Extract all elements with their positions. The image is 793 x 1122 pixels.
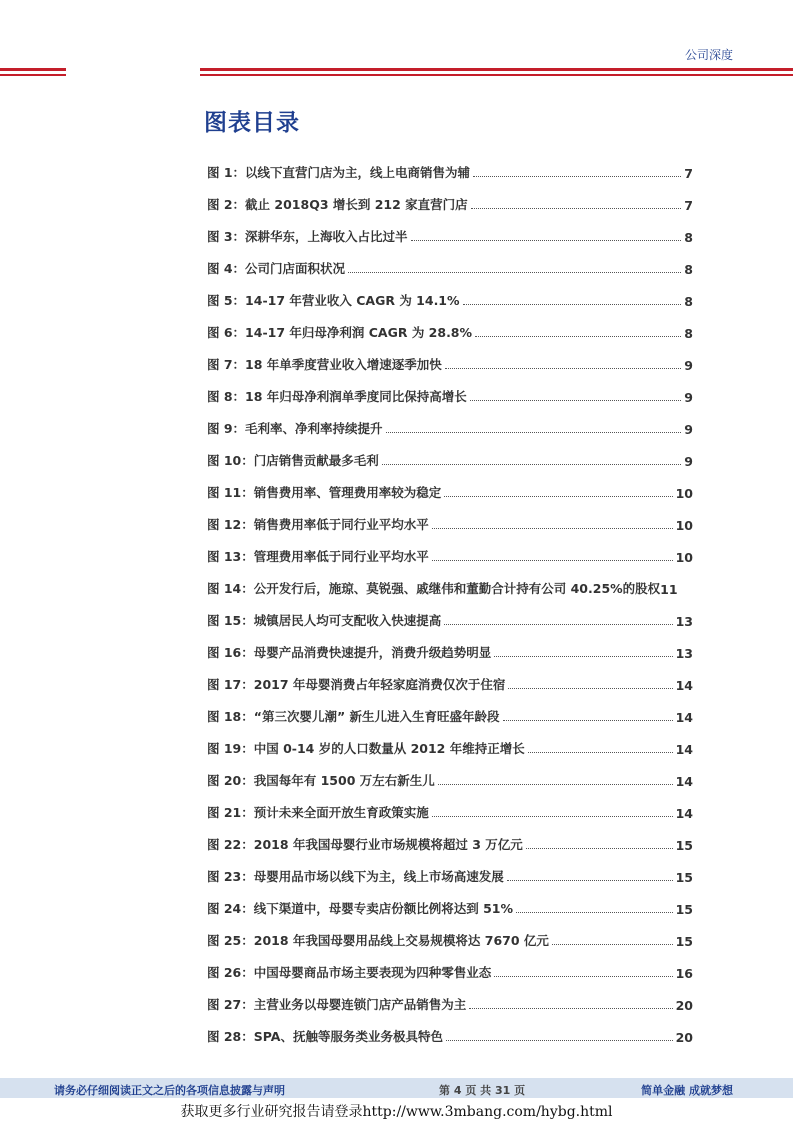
toc-item-label: 图 4：公司门店面积状况 <box>207 261 346 276</box>
toc-item[interactable] <box>207 789 693 821</box>
footer-disclaimer: 请务必仔细阅读正文之后的各项信息披露与声明 <box>54 1084 285 1097</box>
footer-band <box>0 1078 793 1098</box>
header-rule-right-bottom <box>200 74 793 76</box>
toc-item-label: 图 25：2018 年我国母婴用品线上交易规模将达 7670 亿元 <box>207 933 549 948</box>
toc-item[interactable] <box>207 149 693 181</box>
toc-item-page: 14 <box>675 742 693 757</box>
toc-item-page: 20 <box>675 1030 693 1045</box>
toc-item[interactable] <box>207 949 693 981</box>
toc-item-page: 14 <box>675 710 693 725</box>
toc-item-label: 图 24：线下渠道中，母婴专卖店份额比例将达到 51% <box>207 901 514 916</box>
figure-toc-list <box>207 149 693 1045</box>
toc-item-page: 8 <box>684 294 693 309</box>
toc-item-leader-dots <box>438 784 673 785</box>
toc-item-page: 9 <box>684 454 693 469</box>
toc-item[interactable] <box>207 277 693 309</box>
toc-item[interactable] <box>207 373 693 405</box>
toc-item-leader-dots <box>528 752 673 753</box>
toc-item[interactable] <box>207 757 693 789</box>
toc-item[interactable] <box>207 661 693 693</box>
header-rule-right-top <box>200 68 793 71</box>
toc-item-leader-dots <box>444 496 672 497</box>
toc-item-leader-dots <box>475 336 681 337</box>
toc-item-leader-dots <box>463 304 682 305</box>
toc-item-label: 图 20：我国每年有 1500 万左右新生儿 <box>207 773 435 788</box>
toc-item-page: 15 <box>675 902 693 917</box>
toc-item-leader-dots <box>471 208 682 209</box>
toc-item-page: 7 <box>684 166 693 181</box>
toc-item[interactable] <box>207 725 693 757</box>
toc-item-label: 图 18：“第三次婴儿潮” 新生儿进入生育旺盛年龄段 <box>207 709 500 724</box>
toc-item-leader-dots <box>494 656 672 657</box>
toc-item-label: 图 26：中国母婴商品市场主要表现为四种零售业态 <box>207 965 492 980</box>
toc-item-page: 14 <box>675 774 693 789</box>
toc-item[interactable] <box>207 597 693 629</box>
toc-item-page: 13 <box>675 646 693 661</box>
toc-item-page: 9 <box>684 390 693 405</box>
toc-item[interactable] <box>207 501 693 533</box>
header-rule-left-bottom <box>0 74 66 76</box>
toc-item[interactable] <box>207 885 693 917</box>
toc-item-leader-dots <box>503 720 673 721</box>
toc-item-page: 10 <box>675 486 693 501</box>
toc-item-leader-dots <box>470 400 681 401</box>
toc-item-leader-dots <box>411 240 682 241</box>
toc-item-page: 11 <box>660 582 678 597</box>
toc-item-label: 图 8：18 年归母净利润单季度同比保持高增长 <box>207 389 467 404</box>
toc-item-page: 14 <box>675 806 693 821</box>
toc-item-page: 8 <box>684 326 693 341</box>
toc-item-leader-dots <box>348 272 681 273</box>
toc-item-page: 8 <box>684 262 693 277</box>
toc-item-leader-dots <box>386 432 682 433</box>
toc-item-page: 20 <box>675 998 693 1013</box>
toc-item[interactable] <box>207 693 693 725</box>
toc-item[interactable] <box>207 1013 693 1045</box>
toc-item-leader-dots <box>444 624 672 625</box>
toc-item-label: 图 23：母婴用品市场以线下为主，线上市场高速发展 <box>207 869 504 884</box>
toc-item[interactable] <box>207 565 693 597</box>
toc-item-label: 图 13：管理费用率低于同行业平均水平 <box>207 549 429 564</box>
toc-item-leader-dots <box>552 944 673 945</box>
toc-item-page: 10 <box>675 550 693 565</box>
toc-item-leader-dots <box>445 368 682 369</box>
footer-page-info: 第 4 页 共 31 页 <box>439 1084 526 1097</box>
toc-item-leader-dots <box>446 1040 673 1041</box>
toc-item[interactable] <box>207 821 693 853</box>
toc-item-label: 图 11：销售费用率、管理费用率较为稳定 <box>207 485 442 500</box>
toc-item-leader-dots <box>526 848 673 849</box>
toc-item-label: 图 21：预计未来全面开放生育政策实施 <box>207 805 429 820</box>
toc-item-label: 图 14：公开发行后，施琼、莫锐强、戚继伟和董勤合计持有公司 40.25%的股权 <box>207 581 661 596</box>
header-section-tag: 公司深度 <box>684 48 733 62</box>
toc-item-label: 图 6：14-17 年归母净利润 CAGR 为 28.8% <box>207 325 473 340</box>
toc-item-leader-dots <box>432 560 673 561</box>
toc-item-leader-dots <box>432 816 673 817</box>
toc-item-label: 图 17：2017 年母婴消费占年轻家庭消费仅次于住宿 <box>207 677 506 692</box>
toc-item-leader-dots <box>507 880 673 881</box>
toc-item-label: 图 7：18 年单季度营业收入增速逐季加快 <box>207 357 442 372</box>
toc-item-leader-dots <box>473 176 681 177</box>
toc-item-page: 13 <box>675 614 693 629</box>
toc-item-label: 图 16：母婴产品消费快速提升，消费升级趋势明显 <box>207 645 492 660</box>
toc-item-label: 图 9：毛利率、净利率持续提升 <box>207 421 383 436</box>
toc-item-label: 图 19：中国 0-14 岁的人口数量从 2012 年维持正增长 <box>207 741 525 756</box>
toc-item-label: 图 1：以线下直营门店为主，线上电商销售为辅 <box>207 165 471 180</box>
toc-item-page: 7 <box>684 198 693 213</box>
toc-item-leader-dots <box>508 688 672 689</box>
toc-item-page: 15 <box>675 934 693 949</box>
toc-item-label: 图 3：深耕华东，上海收入占比过半 <box>207 229 408 244</box>
toc-item-label: 图 22：2018 年我国母婴行业市场规模将超过 3 万亿元 <box>207 837 523 852</box>
toc-item-leader-dots <box>432 528 673 529</box>
toc-item[interactable] <box>207 853 693 885</box>
source-link-line[interactable]: 获取更多行业研究报告请登录http://www.3mbang.com/hybg.html <box>180 1104 613 1120</box>
toc-item-page: 16 <box>675 966 693 981</box>
toc-item-label: 图 12：销售费用率低于同行业平均水平 <box>207 517 429 532</box>
toc-item-leader-dots <box>469 1008 672 1009</box>
toc-item-label: 图 27：主营业务以母婴连锁门店产品销售为主 <box>207 997 467 1012</box>
toc-item[interactable] <box>207 917 693 949</box>
toc-item[interactable] <box>207 629 693 661</box>
toc-item-page: 10 <box>675 518 693 533</box>
toc-item[interactable] <box>207 309 693 341</box>
toc-item-page: 9 <box>684 422 693 437</box>
toc-item-leader-dots <box>382 464 682 465</box>
toc-title: 图表目录 <box>204 110 300 136</box>
toc-item-page: 9 <box>684 358 693 373</box>
toc-item[interactable] <box>207 181 693 213</box>
toc-item-label: 图 28：SPA、抚触等服务类业务极具特色 <box>207 1029 443 1044</box>
footer-slogan: 简单金融 成就梦想 <box>641 1084 733 1097</box>
toc-item-label: 图 2：截止 2018Q3 增长到 212 家直营门店 <box>207 197 468 212</box>
toc-item[interactable] <box>207 405 693 437</box>
toc-item-page: 8 <box>684 230 693 245</box>
toc-item[interactable] <box>207 341 693 373</box>
toc-item[interactable] <box>207 469 693 501</box>
toc-item-leader-dots <box>494 976 672 977</box>
toc-item[interactable] <box>207 245 693 277</box>
toc-item[interactable] <box>207 213 693 245</box>
toc-item-label: 图 10：门店销售贡献最多毛利 <box>207 453 379 468</box>
header-rule-left-top <box>0 68 66 71</box>
toc-item-label: 图 5：14-17 年营业收入 CAGR 为 14.1% <box>207 293 460 308</box>
toc-item-page: 15 <box>675 870 693 885</box>
toc-item-label: 图 15：城镇居民人均可支配收入快速提高 <box>207 613 442 628</box>
toc-item-leader-dots <box>516 912 673 913</box>
toc-item-page: 14 <box>675 678 693 693</box>
toc-item-page: 15 <box>675 838 693 853</box>
toc-item[interactable] <box>207 533 693 565</box>
toc-item[interactable] <box>207 437 693 469</box>
toc-item[interactable] <box>207 981 693 1013</box>
